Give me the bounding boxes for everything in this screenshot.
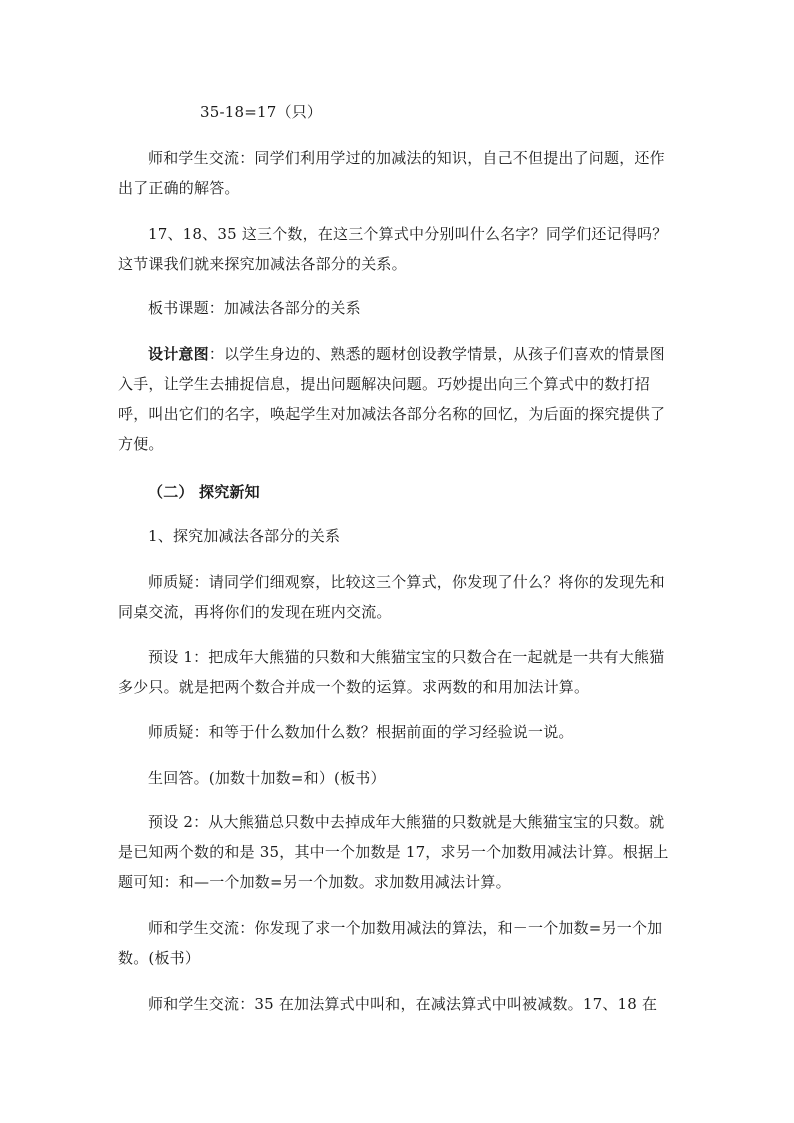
section-heading-explore: （二） 探究新知	[148, 483, 260, 501]
paragraph-teacher-student-exchange-2: 师和学生交流：你发现了求一个加数用减法的算法，和－一个加数=另一个加数。(板书）	[118, 919, 663, 967]
paragraph-hypothesis-1: 预设 1：把成年大熊猫的只数和大熊猫宝宝的只数合在一起就是一共有大熊猫多少只。就是把两个数合并成一个数的运算。求两数的和用加法计算。	[118, 648, 665, 696]
formula-line: 35-18=17（只）	[200, 103, 323, 121]
paragraph-design-intent	[118, 339, 678, 459]
paragraph-board-topic: 板书课题：加减法各部分的关系	[148, 299, 361, 317]
design-intent-text: ：以学生身边的、熟悉的题材创设教学情景，从孩子们喜欢的情景图入手，让学生去捕捉信息，提出问题解决问题。巧妙提出向三个算式中的数打招呼，叫出它们的名字，唤起学生对加减法各部分名称的回忆，为后面的探究提供了方便。	[118, 345, 666, 453]
paragraph-teacher-question-sum: 师质疑：和等于什么数加什么数？根据前面的学习经验说一说。	[148, 723, 574, 741]
paragraph-hypothesis-2: 预设 2：从大熊猫总只数中去掉成年大熊猫的只数就是大熊猫宝宝的只数。就是已知两个数的和是 35，其中一个加数是 17，求另一个加数用减法计算。根据上题可知：和—一个加数=另一个加数。求加数用减法计算。	[118, 813, 669, 891]
paragraph-teacher-student-exchange-1: 师和学生交流：同学们利用学过的加减法的知识，自己不但提出了问题，还作出了正确的解答。	[118, 149, 665, 197]
paragraph-explore-relationship: 1、探究加减法各部分的关系	[148, 527, 341, 545]
paragraph-teacher-question-observe: 师质疑：请同学们细观察，比较这三个算式，你发现了什么？将你的发现先和同桌交流，再将你们的发现在班内交流。	[118, 573, 665, 621]
design-intent-label: 设计意图	[148, 345, 209, 363]
paragraph-teacher-student-exchange-3: 师和学生交流：35 在加法算式中叫和，在减法算式中叫被减数。17、18 在	[148, 995, 658, 1013]
paragraph-three-numbers-question: 17、18、35 这三个数，在这三个算式中分别叫什么名字？同学们还记得吗？这节课我们就来探究加减法各部分的关系。	[118, 225, 668, 273]
paragraph-student-answer: 生回答。(加数十加数=和）(板书）	[148, 769, 386, 787]
